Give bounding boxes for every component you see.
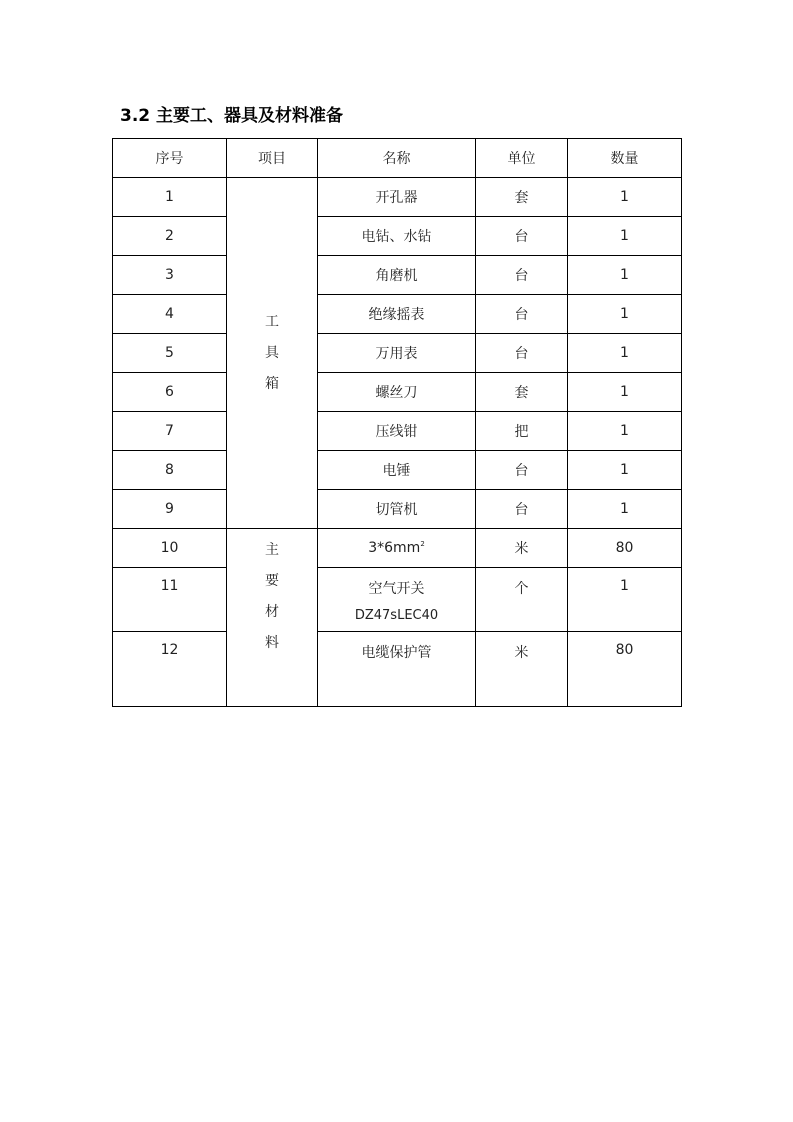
group-toolbox-cell [227, 178, 318, 529]
section-heading: 3.2 主要工、器具及材料准备 [120, 106, 344, 126]
header-category: 项目 [227, 139, 318, 178]
row-name: 开孔器 [318, 178, 476, 217]
row-unit: 台 [476, 451, 568, 490]
row-no: 9 [113, 490, 227, 529]
row-qty: 1 [568, 568, 682, 632]
row-name: 电缆保护管 [318, 632, 476, 707]
row-no: 2 [113, 217, 227, 256]
row-unit: 把 [476, 412, 568, 451]
table-row [113, 490, 682, 529]
table-row [113, 217, 682, 256]
row-qty: 80 [568, 632, 682, 707]
table-row [113, 295, 682, 334]
table-row [113, 632, 682, 707]
row-unit: 米 [476, 529, 568, 568]
row-qty: 1 [568, 256, 682, 295]
row-qty: 1 [568, 295, 682, 334]
group-label-toolbox: 工 具 箱 [265, 313, 279, 392]
header-qty: 数量 [568, 139, 682, 178]
row-unit: 套 [476, 373, 568, 412]
row-no: 5 [113, 334, 227, 373]
row-name: 万用表 [318, 334, 476, 373]
row-no: 11 [113, 568, 227, 632]
row-name: 压线钳 [318, 412, 476, 451]
row-no: 10 [113, 529, 227, 568]
row-unit: 台 [476, 217, 568, 256]
table-row [113, 412, 682, 451]
row-name: 电锤 [318, 451, 476, 490]
table-row [113, 373, 682, 412]
row-qty: 1 [568, 412, 682, 451]
row-qty: 1 [568, 490, 682, 529]
row-no: 3 [113, 256, 227, 295]
row-unit: 台 [476, 490, 568, 529]
row-no: 6 [113, 373, 227, 412]
table-row [113, 529, 682, 568]
row-no: 8 [113, 451, 227, 490]
row-qty: 1 [568, 451, 682, 490]
materials-table [112, 138, 682, 707]
table-header-row [113, 139, 682, 178]
row-unit: 台 [476, 295, 568, 334]
header-unit: 单位 [476, 139, 568, 178]
model-number: DZ47sLEC40 [354, 608, 439, 623]
row-name: 电钻、水钻 [318, 217, 476, 256]
table-row [113, 256, 682, 295]
row-unit: 套 [476, 178, 568, 217]
row-no: 1 [113, 178, 227, 217]
header-no: 序号 [113, 139, 227, 178]
row-name: 绝缘摇表 [318, 295, 476, 334]
superscript: 2 [420, 540, 425, 548]
table-row [113, 568, 682, 632]
table-row [113, 451, 682, 490]
row-qty: 1 [568, 373, 682, 412]
row-qty: 1 [568, 334, 682, 373]
header-name: 名称 [318, 139, 476, 178]
row-qty: 1 [568, 178, 682, 217]
row-no: 4 [113, 295, 227, 334]
row-qty: 1 [568, 217, 682, 256]
row-no: 12 [113, 632, 227, 707]
row-name: 角磨机 [318, 256, 476, 295]
row-name: 切管机 [318, 490, 476, 529]
row-no: 7 [113, 412, 227, 451]
row-unit: 个 [476, 568, 568, 632]
group-materials-cell [227, 529, 318, 707]
row-name: 螺丝刀 [318, 373, 476, 412]
table-row [113, 334, 682, 373]
row-name: 空气开关 DZ47sLEC40 [318, 568, 476, 632]
row-qty: 80 [568, 529, 682, 568]
row-unit: 米 [476, 632, 568, 707]
row-name: $3*6mm^2$ [318, 529, 476, 568]
row-unit: 台 [476, 256, 568, 295]
group-label-materials: 主 要 材 料 [265, 542, 279, 651]
table-row [113, 178, 682, 217]
row-unit: 台 [476, 334, 568, 373]
